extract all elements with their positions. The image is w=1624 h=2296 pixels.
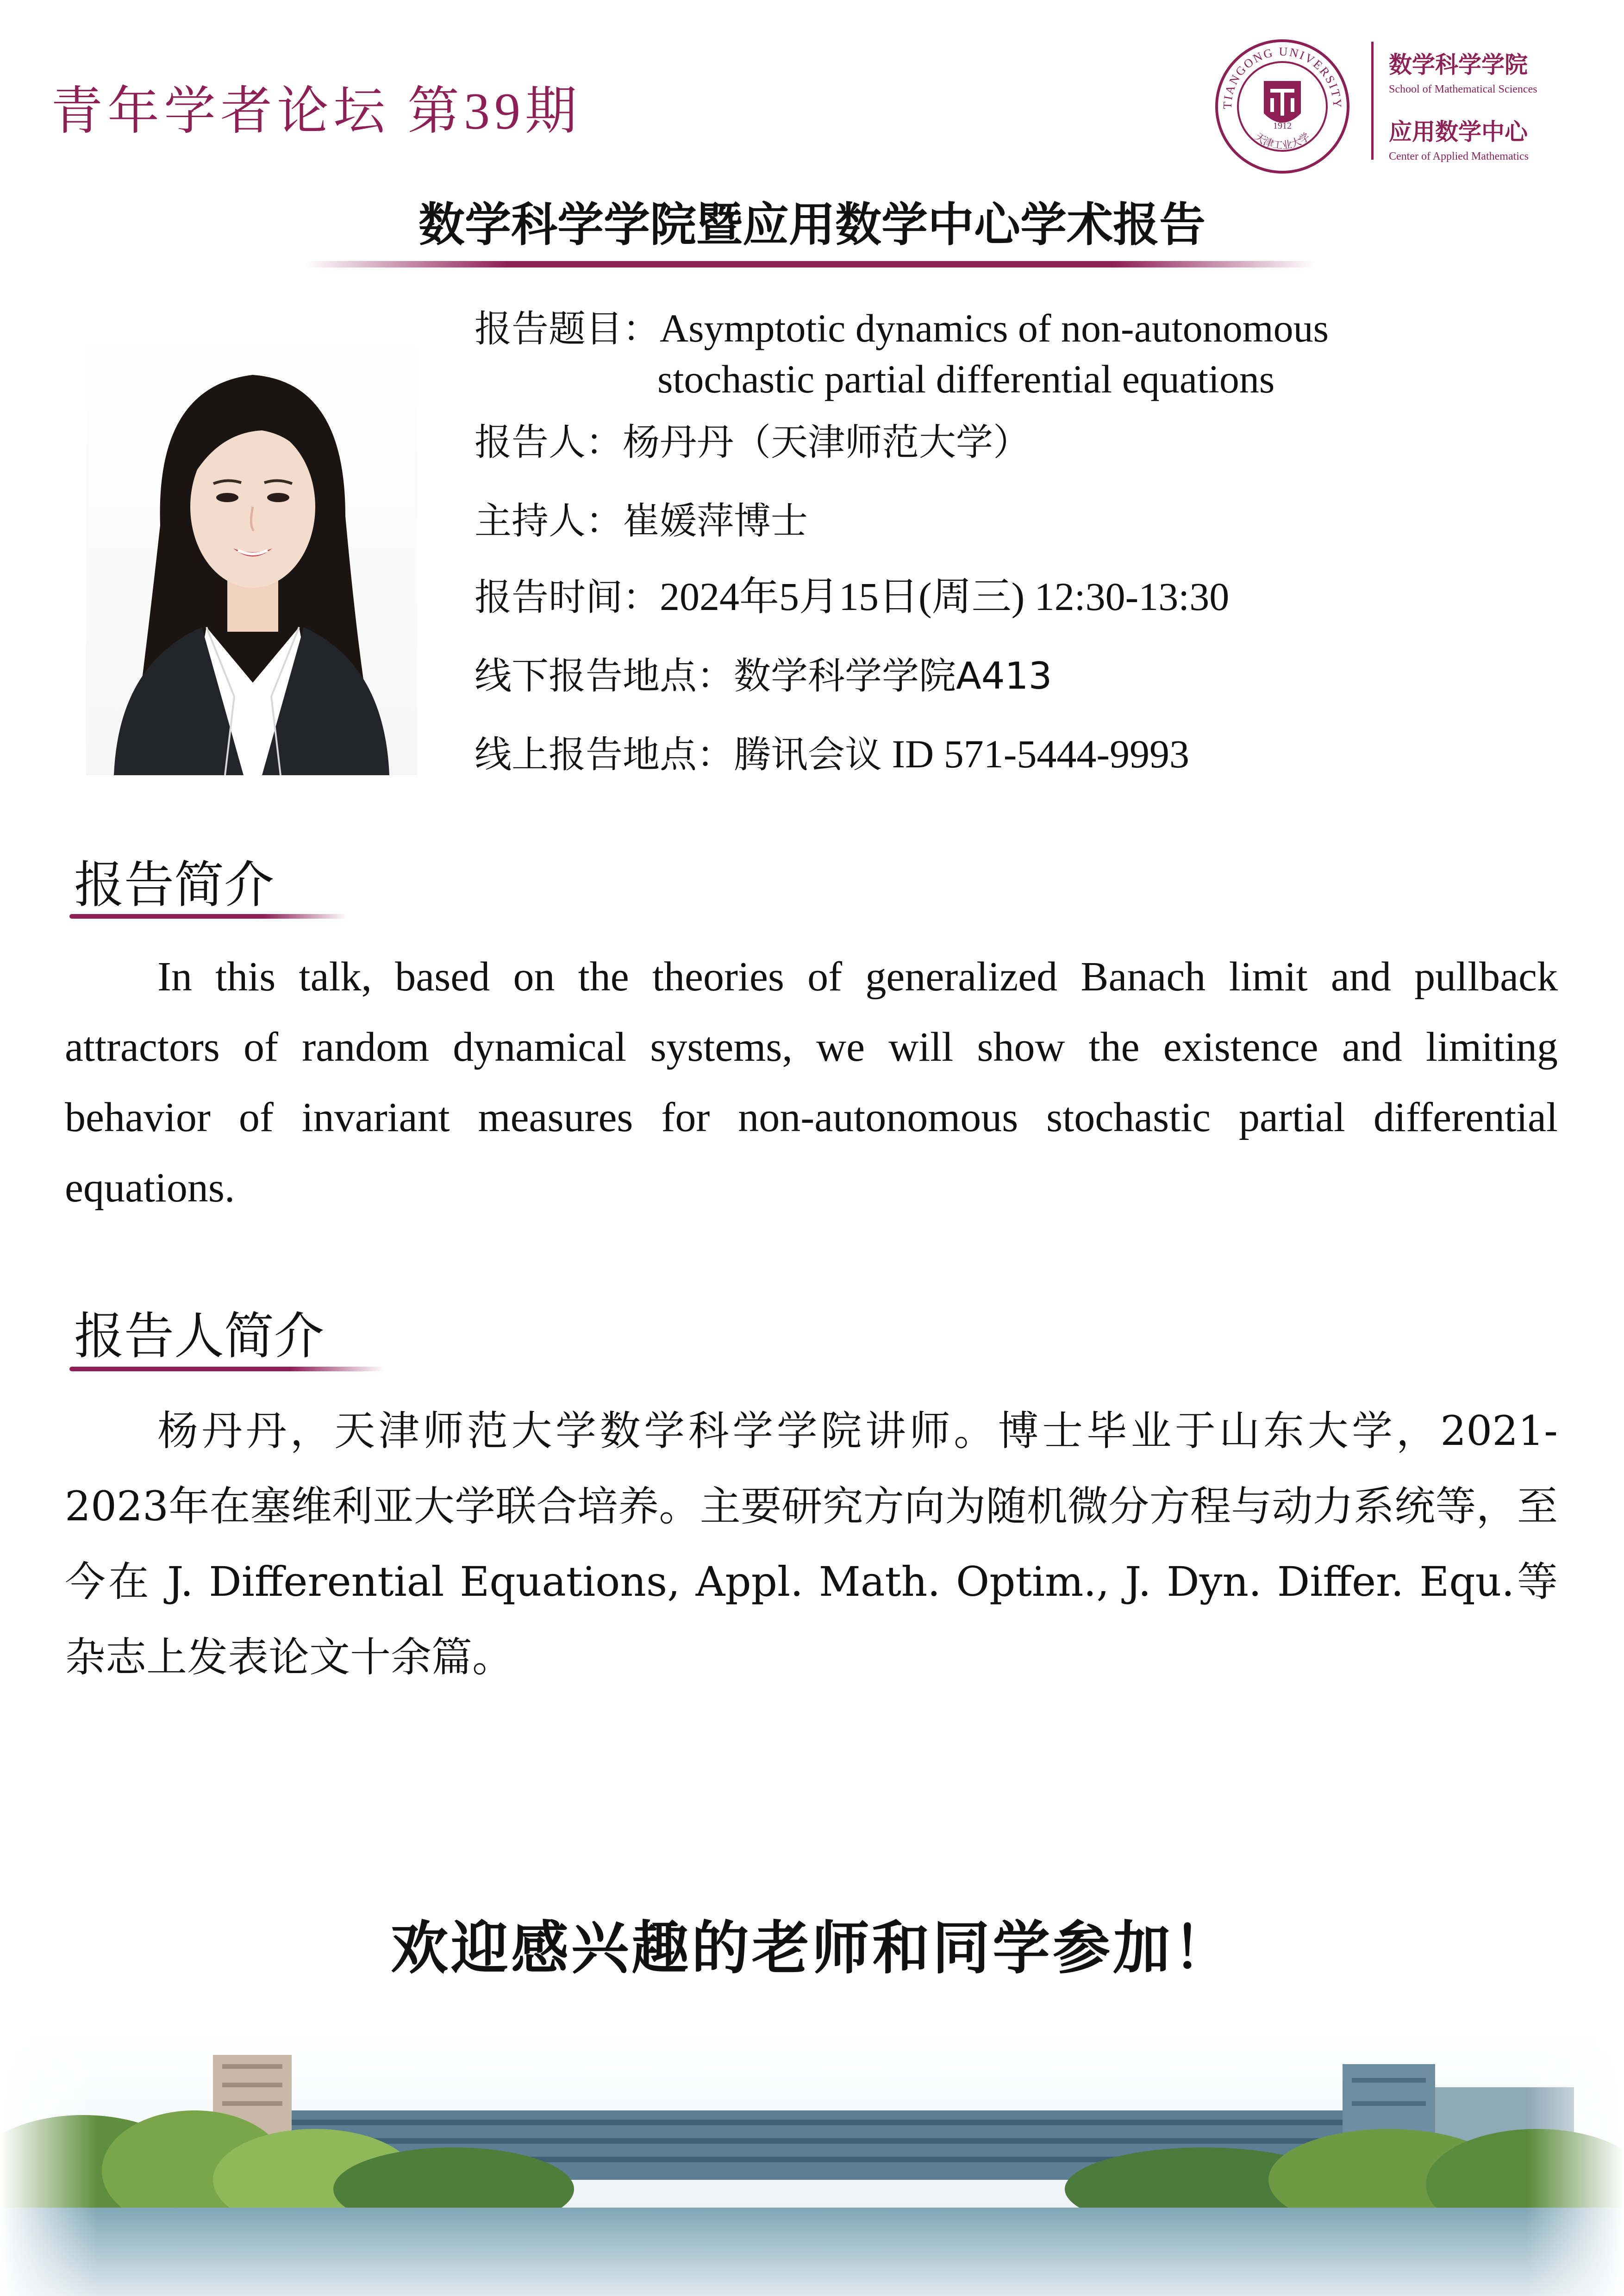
time-label: 报告时间： [475, 576, 660, 619]
online-location-row [475, 731, 1189, 777]
speaker-label: 报告人： [475, 421, 623, 464]
time-row [475, 574, 1229, 620]
svg-text:1912: 1912 [1273, 121, 1292, 131]
school-name-cn: 数学科学学院 [1389, 51, 1528, 78]
school-name-en: School of Mathematical Sciences [1389, 83, 1537, 95]
talk-title-label: 报告题目： [475, 307, 660, 350]
svg-text:TIANGONG UNIVERSITY: TIANGONG UNIVERSITY [1220, 44, 1344, 110]
host-value: 崔媛萍博士 [623, 499, 808, 542]
offline-location-label: 线下报告地点： [475, 654, 734, 697]
host-label: 主持人： [475, 499, 623, 542]
abstract-heading: 报告简介 [74, 856, 275, 914]
online-platform: 腾讯会议 [734, 733, 882, 776]
bio-heading: 报告人简介 [74, 1307, 325, 1365]
campus-banner-image [0, 2032, 1624, 2296]
talk-title-line1: Asymptotic dynamics of non-autonomous [660, 306, 1329, 350]
university-seal-logo [1213, 37, 1352, 176]
online-location-label: 线上报告地点： [475, 733, 734, 776]
offline-location-value: 数学科学学院A413 [734, 654, 1052, 697]
title-underline [306, 261, 1315, 268]
abstract-text: In this talk, based on the theories of generalized Banach limit and pullback attractors of random dynamical systems, we will show the existence and limiting behavior of invariant measures for non-autonomous stochastic partial differential equations. [65, 954, 1558, 1211]
main-title: 数学科学学院暨应用数学中心学术报告 [418, 198, 1206, 252]
welcome-message: 欢迎感兴趣的老师和同学参加！ [390, 1915, 1233, 1982]
bio-text: 杨丹丹，天津师范大学数学科学学院讲师。博士毕业于山东大学，2021-2023年在塞维利亚大学联合培养。主要研究方向为随机微分方程与动力系统等，至今在 J. Differential Equations, Appl. Math. Optim., J. Dyn. Differ. Equ.等杂志上发表论文十余篇。 [65, 1407, 1558, 1681]
speaker-value: 杨丹丹（天津师范大学） [623, 421, 1030, 464]
talk-title-line2: stochastic partial differential equations [657, 357, 1275, 401]
speaker-photo [86, 331, 417, 775]
center-name-en: Center of Applied Mathematics [1389, 150, 1529, 162]
forum-series-title: 青年学者论坛 第39期 [51, 83, 581, 140]
online-meeting-id: ID 571-5444-9993 [892, 732, 1190, 776]
school-logo-text [1389, 46, 1537, 180]
center-name-cn: 应用数学中心 [1389, 118, 1528, 145]
talk-title-row [475, 305, 1329, 351]
svg-text:天津工业大学: 天津工业大学 [1252, 131, 1312, 152]
time-value: 2024年5月15日(周三) 12:30-13:30 [660, 574, 1230, 619]
host-row [475, 498, 808, 543]
bio-heading-underline [69, 1367, 384, 1371]
offline-location-row [475, 653, 1052, 698]
logo-divider [1371, 42, 1374, 160]
speaker-row [475, 419, 1030, 465]
abstract-heading-underline [69, 914, 347, 919]
